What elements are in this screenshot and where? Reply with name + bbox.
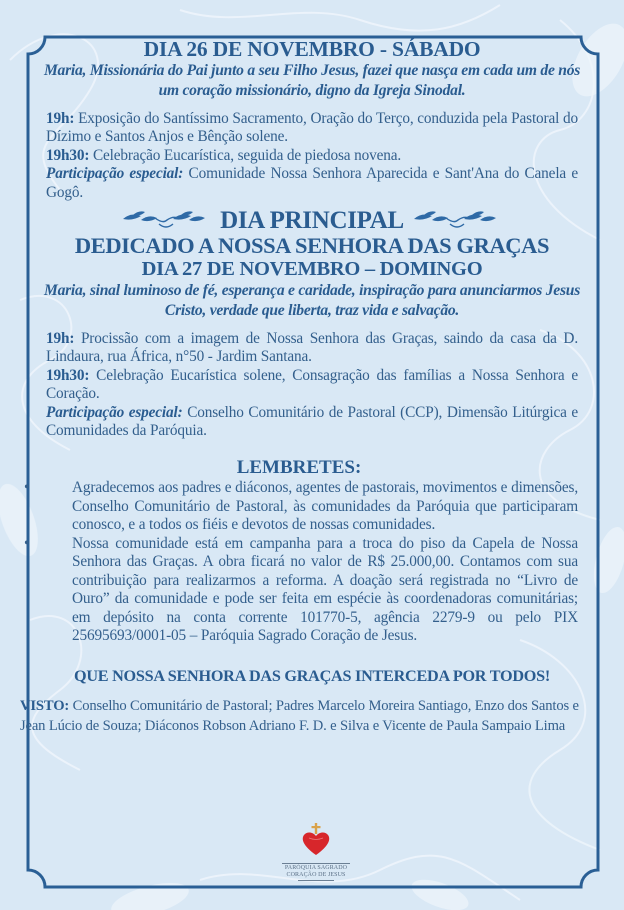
reminders-list (20, 479, 578, 646)
sunday-date-title: DIA 27 DE NOVEMBRO – DOMINGO (141, 258, 483, 281)
sunday-special (46, 404, 578, 441)
item-text: Celebração Eucarística, seguida de piedosa novena. (89, 146, 402, 164)
parish-logo (276, 823, 356, 882)
sunday-prayer: Maria, sinal luminoso de fé, esperança e caridade, inspiração para anunciarmos Jesus Cristo, verdade que liberta, traz vida e salvação. (43, 282, 581, 320)
dedication-title: DEDICADO A NOSSA SENHORA DAS GRAÇAS (74, 233, 550, 259)
time-label: 19h30: (46, 366, 90, 384)
item-text: Procissão com a imagem de Nossa Senhora das Graças, saindo da casa da D. Lindaura, rua África, n°50 - Jardim Santana. (46, 330, 578, 366)
bullet-icon: • (24, 479, 30, 497)
time-label: 19h30: (46, 146, 90, 164)
main-day-title: DIA PRINCIPAL (220, 207, 404, 235)
visto-text: Conselho Comunitário de Pastoral; Padres Marcelo Moreira Santiago, Enzo dos Santos e Jean Lúcio de Souza; Diáconos Robson Adriano F. D. e Silva e Vicente de Paula Sampaio Lima (20, 697, 579, 735)
visto-label: VISTO: (20, 697, 70, 714)
reminder-item (20, 535, 578, 646)
reminder-item (20, 479, 578, 535)
time-label: 19h: (46, 330, 75, 348)
logo-text-line2: CORAÇÃO DE JESUS (286, 872, 346, 878)
special-text: Comunidade Nossa Senhora Aparecida e Sant'Ana do Canela e Gogô. (46, 165, 578, 201)
saturday-title: DIA 26 DE NOVEMBRO - SÁBADO (143, 37, 481, 61)
sunday-item (46, 330, 578, 367)
time-label: 19h: (46, 110, 75, 127)
sunday-item (46, 367, 578, 404)
laurel-branch-ornament-icon (119, 210, 214, 232)
reminder-text: Agradecemos aos padres e diáconos, agentes de pastorais, movimentos e dimensões, Conselho Comunitário de Pastoral, às comunidades da Paróquia que participaram conosco, e a todos os fiéis e devotos de nossas comunidades. (72, 479, 578, 534)
saturday-item (46, 110, 578, 147)
logo-divider (298, 880, 334, 881)
logo-divider (282, 863, 350, 864)
special-text: Conselho Comunitário de Pastoral (CCP), Dimensão Litúrgica e Comunidades da Paróquia. (46, 403, 578, 440)
item-text: Exposição do Santíssimo Sacramento, Oração do Terço, conduzida pela Pastoral do Dízimo e Santos Anjos e Bênção solene. (46, 110, 578, 146)
logo-text-line1: PARÓQUIA SAGRADO (284, 865, 348, 871)
sacred-heart-icon (299, 823, 333, 857)
reminders-section (20, 457, 578, 646)
program-content (20, 37, 581, 737)
visto-credits (20, 696, 580, 737)
bullet-icon: • (24, 534, 30, 552)
reminders-title: LEMBRETES: (236, 457, 362, 479)
special-label: Participação especial: (46, 165, 184, 183)
special-label: Participação especial: (46, 403, 183, 421)
laurel-branch-ornament-icon (410, 210, 505, 232)
saturday-special (46, 165, 578, 202)
sunday-section (43, 207, 581, 440)
closing-prayer: QUE NOSSA SENHORA DAS GRAÇAS INTERCEDA POR TODOS! (73, 666, 551, 685)
saturday-item (46, 147, 578, 165)
main-day-title-row (46, 208, 578, 234)
saturday-section (43, 37, 581, 202)
reminder-text: Nossa comunidade está em campanha para a troca do piso da Capela de Nossa Senhora das Graças. A obra ficará no valor de R$ 25.000,00. Contamos com sua contribuição para realizarmos a reforma. A doação será registrada no “Livro de Ouro” da comunidade e pode ser feita em espécie às coordenadoras comunitárias; em depósito na conta corrente 101770-5, agência 2279-9 ou pelo PIX 25695693/0001-05 – Paróquia Sagrado Coração de Jesus. (72, 534, 578, 645)
saturday-prayer: Maria, Missionária do Pai junto a seu Filho Jesus, fazei que nasça em cada um de nós um coração missionário, digno da Igreja Sinodal. (43, 62, 581, 99)
item-text: Celebração Eucarística solene, Consagração das famílias a Nossa Senhora e Coração. (46, 366, 578, 403)
